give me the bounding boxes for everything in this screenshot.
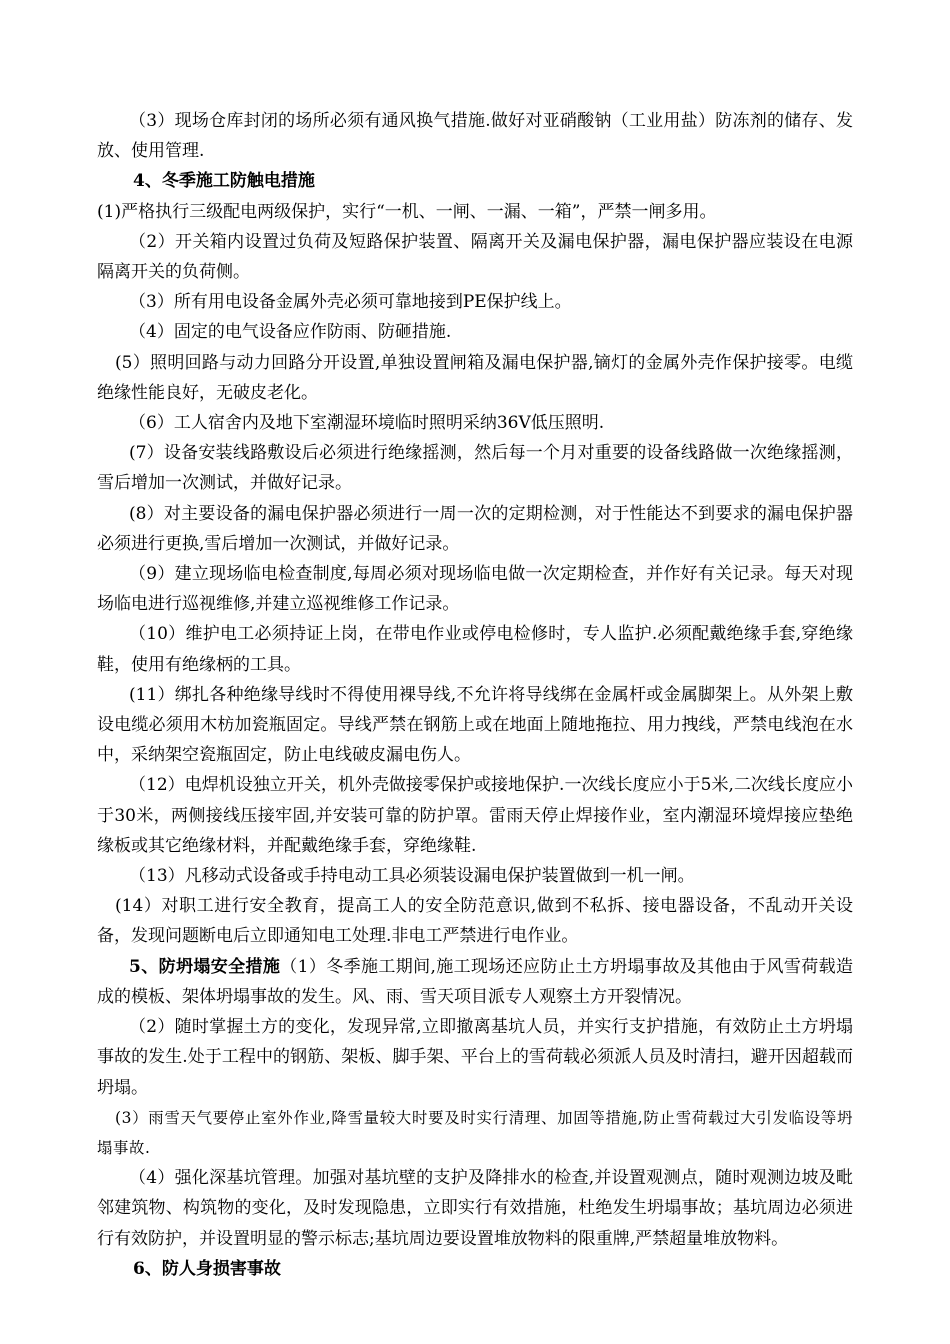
paragraph-item-11: (11）绑扎各种绝缘导线时不得使用裸导线,不允许将导线绑在金属杆或金属脚架上。从外架上敷设电缆必须用木枋加瓷瓶固定。导线严禁在钢筋上或在地面上随地拖拉、用力拽线，严禁电线泡在水中，采纳架空瓷瓶固定，防止电线破皮漏电伤人。 xyxy=(97,684,853,766)
paragraph-item-9: （9）建立现场临电检查制度,每周必须对现场临电做一次定期检查，并作好有关记录。每天对现场临电进行巡视维修,并建立巡视维修工作记录。 xyxy=(97,564,853,615)
paragraph-item-7: (7）设备安装线路敷设后必须进行绝缘摇测，然后每一个月对重要的设备线路做一次绝缘摇测，雪后增加一次测试，并做好记录。 xyxy=(97,443,853,494)
paragraph-item-10: （10）维护电工必须持证上岗，在带电作业或停电检修时，专人监护.必须配戴绝缘手套,穿绝缘鞋，使用有绝缘柄的工具。 xyxy=(97,624,853,675)
paragraph-item-8: (8）对主要设备的漏电保护器必须进行一周一次的定期检测，对于性能达不到要求的漏电保护器必须进行更换,雪后增加一次测试，并做好记录。 xyxy=(97,503,853,554)
paragraph-warehouse-ventilation: （3）现场仓库封闭的场所必须有通风换气措施.做好对亚硝酸钠（工业用盐）防冻剂的储存、发放、使用管理. xyxy=(97,111,853,162)
paragraph-item-6: （6）工人宿舍内及地下室潮湿环境临时照明采纳36V低压照明. xyxy=(129,413,605,434)
section-heading-collapse: 5、防坍塌安全措施 xyxy=(129,956,281,977)
paragraph-collapse-item-3: (3）雨雪天气要停止室外作业,降雪量较大时要及时实行清理、加固等措施,防止雪荷载过大引发临设等坍塌事故. xyxy=(97,1108,853,1157)
paragraph-item-12: （12）电焊机设独立开关，机外壳做接零保护或接地保护.一次线长度应小于5米,二次线长度应小于30米，两侧接线压接牢固,并安装可靠的防护罩。雷雨天停止焊接作业，室内潮湿环境焊接应垫绝缘板或其它绝缘材料，并配戴绝缘手套，穿绝缘鞋. xyxy=(97,775,853,856)
paragraph-collapse-item-4: （4）强化深基坑管理。加强对基坑壁的支护及降排水的检查,并设置观测点，随时观测边坡及毗邻建筑物、构筑物的变化，及时发现隐患，立即实行有效措施，杜绝发生坍塌事故；基坑周边必须进行有效防护，并设置明显的警示标志;基坑周边要设置堆放物料的限重牌,严禁超量堆放物料。 xyxy=(97,1168,853,1249)
paragraph-item-3: （3）所有用电设备金属外壳必须可靠地接到PE保护线上。 xyxy=(129,292,572,313)
section-heading-personal-injury: 6、防人身损害事故 xyxy=(133,1258,281,1279)
paragraph-item-14: (14）对职工进行安全教育，提高工人的安全防范意识,做到不私拆、接电器设备，不乱动开关设备，发现问题断电后立即通知电工处理.非电工严禁进行电作业。 xyxy=(97,896,853,947)
paragraph-item-13: （13）凡移动式设备或手持电动工具必须装设漏电保护装置做到一机一闸。 xyxy=(129,866,695,887)
paragraph-item-5: (5）照明回路与动力回路分开设置,单独设置闸箱及漏电保护器,镝灯的金属外壳作保护接零。电缆绝缘性能良好，无破皮老化。 xyxy=(97,352,853,403)
paragraph-item-1: (1)严格执行三级配电两级保护，实行“一机、一闸、一漏、一箱”，严禁一闸多用。 xyxy=(97,201,717,222)
paragraph-item-2: （2）开关箱内设置过负荷及短路保护装置、隔离开关及漏电保护器，漏电保护器应装设在电源隔离开关的负荷侧。 xyxy=(97,231,853,283)
paragraph-collapse-prevention xyxy=(97,952,853,1012)
paragraph-collapse-item-1: （1）冬季施工期间,施工现场还应防止土方坍塌事故及其他由于风雪荷载造成的模板、架体坍塌事故的发生。风、雨、雪天项目派专人观察土方开裂情况。 xyxy=(97,956,853,1007)
paragraph-item-4: （4）固定的电气设备应作防雨、防砸措施. xyxy=(129,322,452,343)
paragraph-collapse-item-2: （2）随时掌握土方的变化，发现异常,立即撤离基坑人员，并实行支护措施，有效防止土方坍塌事故的发生.处于工程中的钢筋、架板、脚手架、平台上的雪荷载必须派人员及时清扫，避开因超载而坍塌。 xyxy=(97,1017,853,1098)
document-page xyxy=(97,106,853,1284)
section-heading-electric-shock: 4、冬季施工防触电措施 xyxy=(133,171,315,192)
